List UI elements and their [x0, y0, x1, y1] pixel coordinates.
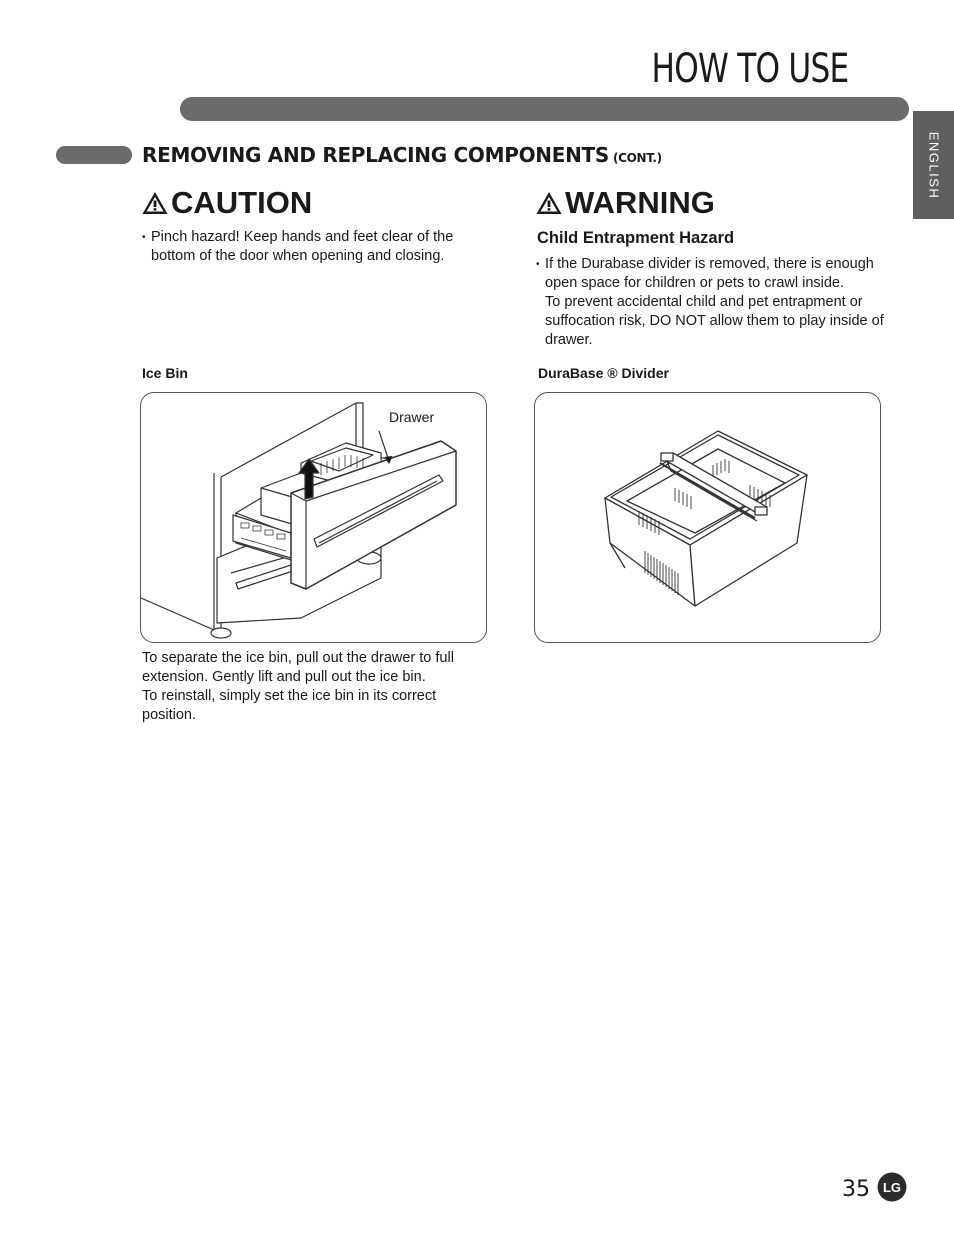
caution-heading-text: CAUTION: [171, 185, 313, 220]
warning-heading: [535, 185, 715, 221]
section-marker: [56, 146, 132, 164]
ice-bin-description: [142, 649, 487, 725]
drawer-callout-label: Drawer: [389, 409, 435, 425]
language-tab-label: ENGLISH: [926, 131, 942, 199]
header-bar: [180, 97, 909, 121]
page-header-title: HOW TO USE: [651, 46, 848, 92]
warning-bullet-line2: To prevent accidental child and pet entrapment or suffocation risk, DO NOT allow them to play inside of drawer.: [545, 294, 884, 348]
warning-heading-text: WARNING: [565, 185, 715, 220]
caution-heading: [141, 185, 312, 221]
section-title: [142, 143, 662, 167]
warning-triangle-icon: [535, 190, 563, 216]
language-tab: [913, 111, 954, 219]
durabase-divider-illustration: [535, 393, 880, 642]
ice-bin-figure: [140, 392, 487, 643]
page-number: 35: [842, 1177, 870, 1202]
ice-bin-desc-line1: To separate the ice bin, pull out the drawer to full extension. Gently lift and pull out the ice bin.: [142, 650, 454, 685]
warning-bullet: [536, 255, 906, 350]
warning-bullet-line1: • If the Durabase divider is removed, there is enough open space for children or pets to crawl inside.: [536, 255, 906, 293]
section-title-text: REMOVING AND REPLACING COMPONENTS: [142, 143, 609, 167]
caution-warning-triangle-icon: [141, 190, 169, 216]
ice-bin-drawer-illustration: [141, 393, 486, 642]
warning-subheading: Child Entrapment Hazard: [537, 229, 735, 247]
ice-bin-desc-line2: To reinstall, simply set the ice bin in its correct position.: [142, 688, 437, 723]
lg-logo: [877, 1172, 907, 1202]
section-title-suffix: (CONT.): [612, 151, 662, 165]
ice-bin-label: Ice Bin: [142, 365, 188, 381]
durabase-label: DuraBase ® Divider: [538, 365, 669, 381]
durabase-figure: [534, 392, 881, 643]
lg-logo-text: LG: [882, 1180, 902, 1195]
caution-bullet: • Pinch hazard! Keep hands and feet clear of the bottom of the door when opening and closing.: [142, 228, 496, 266]
